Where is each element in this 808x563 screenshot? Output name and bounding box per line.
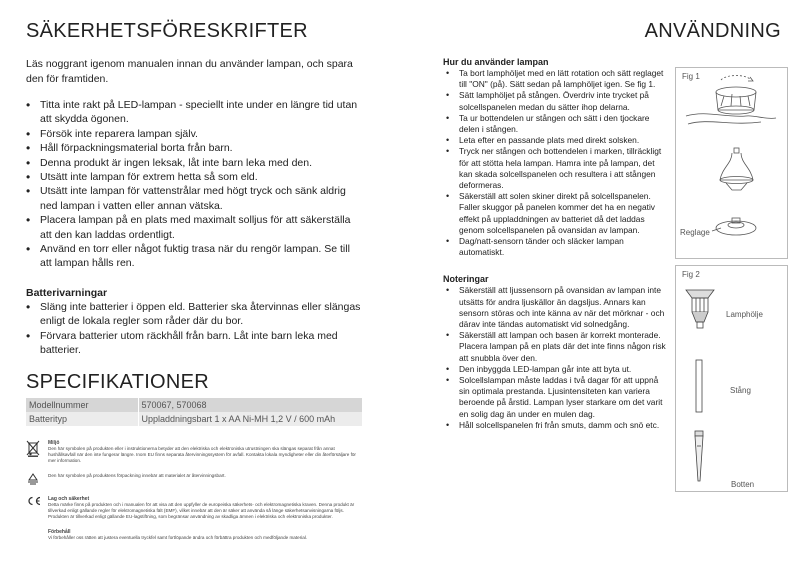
- list-item: • Placera lampan på en plats med maximalt solljus för att säkerställa att den kan laddas ordentligt.: [26, 213, 362, 242]
- law-text: Detta märke finns på produkten och i manualen för att visa att den uppfyller de europeiska säkerhets- och elektromagnetiska kraven. Denna produkt är tillverkad enligt gällande regler för elektromagnetiska fält (EMF), vilket innebär att den är säker att använda så länge säkerhetsanvisningarna följs. Produkten är tillverkad enligt gällande EU-lagstiftning, som begränsar användning av skadliga ämnen i elektriska och elektroniska produkter.: [48, 501, 355, 519]
- list-item: • Solcellslampan måste laddas i två dagar för att uppnå sin optimala prestanda. Ljusintensiteten kan variera beroende på årstid. Lampan lyser starkare om det varit en solig dag än under en mulen dag.: [443, 375, 669, 420]
- environment-notice: [26, 440, 362, 464]
- env-title: Miljö: [48, 439, 60, 446]
- fig2-label: Fig 2: [682, 270, 700, 279]
- battery-title: Batterivarningar: [26, 286, 108, 299]
- spec-value: 570067, 570068: [138, 398, 362, 412]
- hand-removing-cover-illustration: [686, 76, 776, 125]
- fig1-label: Fig 1: [682, 72, 700, 81]
- notices: [26, 440, 362, 541]
- list-item: • Tryck ner stången och bottendelen i marken, tillräckligt för att stötta hela lampan. Hamra inte på lampan, det kan skada solcellspanelen och resultera i att stången deformeras.: [443, 146, 669, 191]
- list-item: • Ta bort lamphöljet med en lätt rotation och sätt reglaget till "ON" (på). Sätt sedan på lamphöljet igen. Se fig 1.: [443, 68, 669, 90]
- pole-illustration: [696, 360, 702, 412]
- list-item: • Sätt lamphöljet på stången. Överdriv inte trycket på solcellspanelen medan du sätter ihop delarna.: [443, 90, 669, 112]
- reserve-title: Förbehåll: [48, 528, 71, 535]
- table-row: [26, 398, 362, 412]
- env-text: Den här symbolen på produkten eller i instruktionerna betyder att den elektriska och elektroniska utrustningen ska slängas separat från annat hushållsavfall när den inte fungerar längre. Inom EU finns separata återvinningssystem för avfall. Kontakta lokala myndigheter eller din återförsäljare för mer information.: [48, 445, 356, 463]
- safety-list: [26, 98, 362, 271]
- ground-spike-illustration: [695, 431, 703, 481]
- how-to-title: Hur du använder lampan: [443, 57, 549, 67]
- crossed-bin-icon: [26, 440, 48, 464]
- list-item: • Den inbyggda LED-lampan går inte att byta ut.: [443, 364, 669, 375]
- battery-list: [26, 300, 362, 358]
- notes-title: Noteringar: [443, 274, 489, 285]
- list-item: • Utsätt inte lampan för extrem hetta så som eld.: [26, 170, 362, 184]
- switch-base-illustration: [712, 218, 756, 235]
- list-item: • Använd en torr eller något fuktig trasa när du rengör lampan. Se till att lampan hålls ren.: [26, 242, 362, 271]
- spec-title: SPECIFIKATIONER: [26, 370, 210, 393]
- list-item: • Leta efter en passande plats med direkt solsken.: [443, 135, 669, 146]
- list-item: • Håll solcellspanelen fri från smuts, damm och snö etc.: [443, 420, 669, 431]
- pole-label: Stång: [730, 386, 751, 395]
- recycle-text: Den här symbolen på produktens förpackning innebär att materialet är återvinningsbart.: [48, 472, 226, 478]
- figure-2: [675, 265, 788, 492]
- recycle-icon: [26, 473, 48, 487]
- list-item: • Ta ur bottendelen ur stången och sätt i den tjockare delen i stången.: [443, 113, 669, 135]
- list-item: • Håll förpackningsmaterial borta från barn.: [26, 141, 362, 155]
- notes-list: [443, 285, 669, 431]
- list-item: • Titta inte rakt på LED-lampan - speciellt inte under en längre tid utan att skydda ögonen.: [26, 98, 362, 127]
- spec-table: [26, 398, 362, 426]
- list-item: • Säkerställ att solen skiner direkt på solcellspanelen. Faller skuggor på panelen kommer det ha en negativ effekt på uppladdningen av batteriet då det laddas genom solcellspanelen på ovansidan av lampan.: [443, 191, 669, 236]
- list-item: • Säkerställ att ljussensorn på ovansidan av lampan inte utsätts för andra ljuskällor än dagsljus. Annars kan sensorn störas och inte känna av när det mörknar - och därav inte tändas automatiskt vid solnedgång.: [443, 285, 669, 330]
- list-item: • Försök inte reparera lampan själv.: [26, 127, 362, 141]
- recycle-notice: [26, 473, 362, 487]
- usage-column: [443, 57, 669, 431]
- spec-label: Modellnummer: [26, 398, 138, 412]
- law-title: Lag och säkerhet: [48, 495, 90, 502]
- cover-label: Lamphölje: [726, 310, 763, 319]
- list-item: • Denna produkt är ingen leksak, låt inte barn leka med den.: [26, 156, 362, 170]
- intro-text: Läs noggrant igenom manualen innan du använder lampan, och spara den för framtiden.: [26, 58, 353, 85]
- list-item: • Säkerställ att lampan och basen är korrekt monterade. Placera lampan på en plats där det inte finns någon risk att snubbla över den.: [443, 330, 669, 364]
- list-item: • Utsätt inte lampan för vattenstrålar med högt tryck och sänk aldrig ned lampan i vatten eller annan vätska.: [26, 184, 362, 213]
- lamp-head-illustration: [686, 290, 714, 328]
- ce-mark-icon: [26, 496, 48, 520]
- spec-value: Uppladdningsbart 1 x AA Ni-MH 1,2 V / 600 mAh: [138, 412, 362, 426]
- left-page: [26, 20, 362, 550]
- usage-list: [443, 68, 669, 258]
- switch-label: Reglage: [680, 228, 710, 237]
- list-item: • Förvara batterier utom räckhåll från barn. Låt inte barn leka med batterier.: [26, 329, 362, 358]
- list-item: • Släng inte batterier i öppen eld. Batterier ska återvinnas eller slängas enligt de lokala regler som råder där du bor.: [26, 300, 362, 329]
- list-item: • Dag/natt-sensorn tänder och släcker lampan automatiskt.: [443, 236, 669, 258]
- table-row: [26, 412, 362, 426]
- spike-label: Botten: [731, 480, 755, 489]
- law-notice: [26, 496, 362, 520]
- safety-title: SÄKERHETSFÖRESKRIFTER: [26, 20, 308, 42]
- lamp-cover-illustration: [720, 148, 753, 190]
- reservation-notice: [26, 529, 362, 541]
- usage-title: ANVÄNDNING: [644, 20, 781, 42]
- figure-1: [675, 67, 788, 259]
- spec-label: Batterityp: [26, 412, 138, 426]
- reserve-text: Vi förbehåller oss rätten att justera eventuella tryckfel samt fortlöpande ändra och förbättra produkten och medföljande material.: [48, 534, 308, 540]
